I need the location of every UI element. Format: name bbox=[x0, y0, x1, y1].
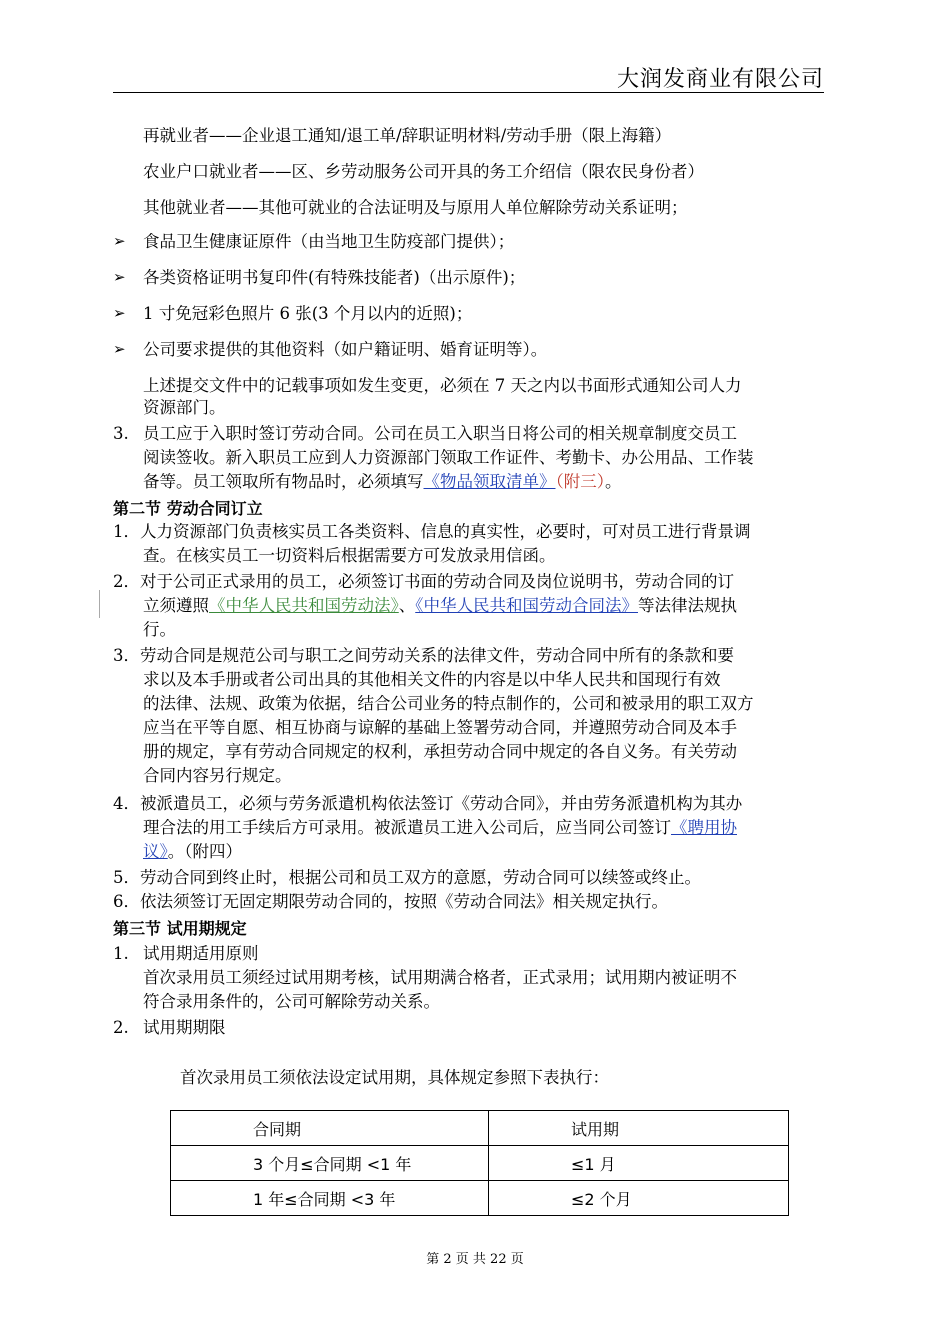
text-run: 、 bbox=[398, 596, 416, 615]
probation-table bbox=[170, 1110, 789, 1216]
text-run: 等法律法规执 bbox=[638, 596, 737, 615]
list-number: 1. bbox=[113, 944, 129, 963]
page-footer: 第 2 页 共 22 页 bbox=[426, 1252, 524, 1267]
text-run: 。 bbox=[605, 472, 622, 491]
paragraph-line: 1．人力资源部门负责核实员工各类资料、信息的真实性，必要时，可对员工进行背景调 bbox=[113, 522, 751, 541]
paragraph-line: 符合录用条件的，公司可解除劳动关系。 bbox=[143, 992, 440, 1011]
header-company-name: 大润发商业有限公司 bbox=[616, 67, 824, 92]
paragraph-line: 6．依法须签订无固定期限劳动合同的，按照《劳动合同法》相关规定执行。 bbox=[113, 892, 668, 911]
paragraph-line: 行。 bbox=[143, 620, 176, 639]
table-header-cell: 试用期 bbox=[489, 1111, 789, 1146]
paragraph-line: 阅读签收。新入职员工应到人力资源部门领取工作证件、考勤卡、办公用品、工作装 bbox=[143, 448, 754, 467]
section-heading: 第三节 试用期规定 bbox=[113, 919, 247, 938]
bullet-item: 各类资格证明书复印件(有特殊技能者)（出示原件)； bbox=[143, 268, 526, 287]
paragraph-line: 合同内容另行规定。 bbox=[143, 766, 292, 785]
paragraph-line: 应当在平等自愿、相互协商与谅解的基础上签署劳动合同，并遵照劳动合同及本手 bbox=[143, 718, 737, 737]
header-rule bbox=[113, 92, 824, 93]
table-cell: ≤2 个月 bbox=[489, 1181, 789, 1216]
item-list-link[interactable]: 《物品领取清单》 bbox=[423, 472, 556, 491]
paragraph-line: 3．劳动合同是规范公司与职工之间劳动关系的法律文件，劳动合同中所有的条款和要 bbox=[113, 646, 734, 665]
paragraph-line bbox=[143, 816, 737, 840]
paragraph-line: 2．对于公司正式录用的员工，必须签订书面的劳动合同及岗位说明书，劳动合同的订 bbox=[113, 572, 734, 591]
bullet-item: 公司要求提供的其他资料（如户籍证明、婚育证明等）。 bbox=[143, 340, 548, 359]
list-number: 2. bbox=[113, 1018, 129, 1037]
table-header-row bbox=[171, 1111, 789, 1146]
paragraph-line: 的法律、法规、政策为依据，结合公司业务的特点制作的，公司和被录用的职工双方 bbox=[143, 694, 754, 713]
paragraph-line: 查。在核实员工一切资料后根据需要方可发放录用信函。 bbox=[143, 546, 556, 565]
text-run: 。（附四） bbox=[167, 842, 242, 861]
labor-law-link[interactable]: 《中华人民共和国劳动法》 bbox=[209, 596, 399, 615]
paragraph-line: 其他就业者——其他可就业的合法证明及与原用人单位解除劳动关系证明； bbox=[143, 198, 688, 217]
paragraph-line bbox=[143, 840, 242, 864]
paragraph-line: 5．劳动合同到终止时，根据公司和员工双方的意愿，劳动合同可以续签或终止。 bbox=[113, 868, 701, 887]
text-run: 理合法的用工手续后方可录用。被派遣员工进入公司后，应当同公司签订 bbox=[143, 818, 671, 837]
margin-change-mark bbox=[99, 590, 100, 618]
arrow-bullet-icon: ➢ bbox=[113, 232, 126, 250]
table-row bbox=[171, 1146, 789, 1181]
paragraph-line bbox=[143, 594, 737, 618]
paragraph-line: 首次录用员工须依法设定试用期，具体规定参照下表执行： bbox=[180, 1068, 609, 1087]
labor-contract-law-link[interactable]: 《中华人民共和国劳动合同法》 bbox=[415, 596, 638, 615]
table-header-cell: 合同期 bbox=[171, 1111, 489, 1146]
list-number: 3. bbox=[113, 424, 129, 443]
paragraph-line: 册的规定，享有劳动合同规定的权利，承担劳动合同中规定的各自义务。有关劳动 bbox=[143, 742, 737, 761]
arrow-bullet-icon: ➢ bbox=[113, 268, 126, 286]
paragraph-line: 试用期适用原则 bbox=[143, 944, 259, 963]
employment-agreement-link[interactable]: 《聘用协 bbox=[671, 818, 737, 837]
paragraph-line bbox=[143, 470, 622, 494]
paragraph-line: 试用期期限 bbox=[143, 1018, 226, 1037]
section-heading: 第二节 劳动合同订立 bbox=[113, 499, 263, 518]
bullet-item: 1 寸免冠彩色照片 6 张(3 个月以内的近照)； bbox=[143, 304, 473, 323]
paragraph-line: 求以及本手册或者公司出具的其他相关文件的内容是以中华人民共和国现行有效 bbox=[143, 670, 721, 689]
paragraph-line: 再就业者——企业退工通知/退工单/辞职证明材料/劳动手册（限上海籍） bbox=[143, 126, 672, 145]
arrow-bullet-icon: ➢ bbox=[113, 340, 126, 358]
text-run: 备等。员工领取所有物品时，必须填写 bbox=[143, 472, 424, 491]
table-cell: 3 个月≤合同期 <1 年 bbox=[171, 1146, 489, 1181]
table-cell: 1 年≤合同期 <3 年 bbox=[171, 1181, 489, 1216]
paragraph-line: 员工应于入职时签订劳动合同。公司在员工入职当日将公司的相关规章制度交员工 bbox=[143, 424, 737, 443]
bullet-item: 食品卫生健康证原件（由当地卫生防疫部门提供）； bbox=[143, 232, 515, 251]
appendix-ref: （附三） bbox=[555, 472, 605, 491]
paragraph-line: 资源部门。 bbox=[143, 398, 226, 417]
table-cell: ≤1 月 bbox=[489, 1146, 789, 1181]
paragraph-line: 首次录用员工须经过试用期考核，试用期满合格者，正式录用；试用期内被证明不 bbox=[143, 968, 737, 987]
table-row bbox=[171, 1181, 789, 1216]
employment-agreement-link[interactable]: 议》 bbox=[143, 842, 168, 861]
paragraph-line: 上述提交文件中的记载事项如发生变更，必须在 7 天之内以书面形式通知公司人力 bbox=[143, 376, 742, 395]
paragraph-line: 农业户口就业者——区、乡劳动服务公司开具的务工介绍信（限农民身份者） bbox=[143, 162, 704, 181]
text-run: 立须遵照 bbox=[143, 596, 209, 615]
paragraph-line: 4．被派遣员工，必须与劳务派遣机构依法签订《劳动合同》，并由劳务派遣机构为其办 bbox=[113, 794, 743, 813]
arrow-bullet-icon: ➢ bbox=[113, 304, 126, 322]
